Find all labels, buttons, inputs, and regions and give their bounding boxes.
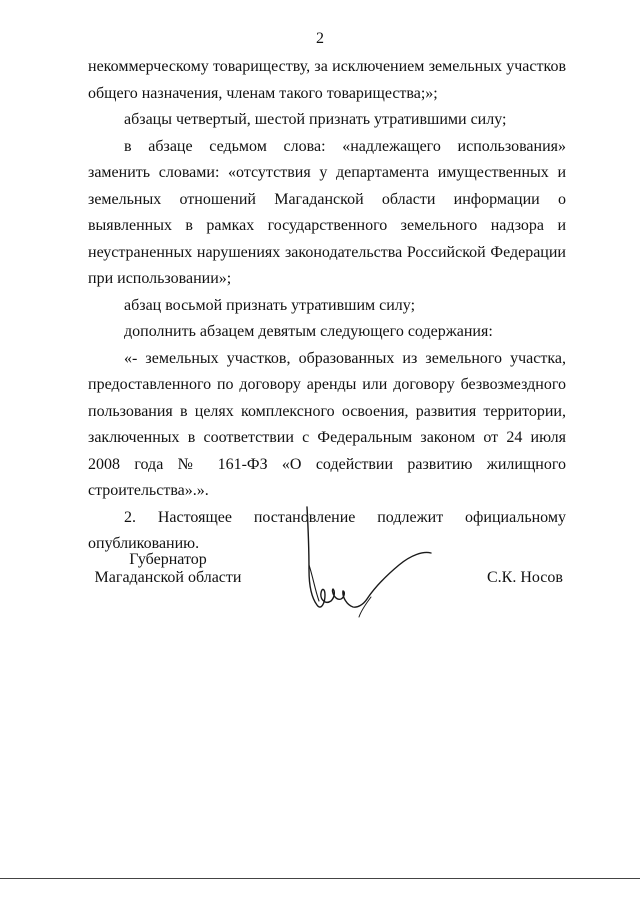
paragraph-eighth-repealed: абзац восьмой признать утратившим силу; — [124, 296, 416, 314]
page-number: 2 — [316, 30, 324, 47]
paragraph-paragraphs-repealed: абзацы четвертый, шестой признать утратившими силу; — [124, 111, 507, 128]
signatory-title — [88, 551, 248, 587]
handwritten-signature — [295, 505, 445, 625]
signatory-name: С.К. Носов — [487, 569, 563, 586]
paragraph-words-replaced: в абзаце седьмом слова: «надлежащего использования» заменить словами: «отсутствия у департамента имущественных и земельных отношений Магаданской области информации о выявленных в рамках государственного земельного надзора и неустраненных нарушениях законодательства Российской Федерации при использовании»; — [88, 137, 566, 287]
signatory-title-line1: Губернатор — [129, 551, 207, 568]
signatory-title-line2: Магаданской области — [94, 569, 242, 586]
paragraph-publication: 2. Настоящее постановление подлежит официальному опубликованию. — [88, 508, 566, 552]
document-body — [88, 54, 566, 558]
paragraph-add-ninth: дополнить абзацем девятым следующего содержания: — [124, 323, 493, 340]
paragraph-ninth-content: «- земельных участков, образованных из земельного участка, предоставленного по договору аренды или договору безвозмездного пользования в целях комплексного освоения, развития территории, заключенных в соответствии с Федеральным законом от 24 июля 2008 года № 161-ФЗ «О содействии развитию жилищного строительства».». — [88, 349, 566, 499]
paragraph-continuation: некоммерческому товариществу, за исключением земельных участков общего назначения, членам такого товарищества;»; — [88, 58, 566, 102]
bottom-rule — [0, 878, 640, 879]
